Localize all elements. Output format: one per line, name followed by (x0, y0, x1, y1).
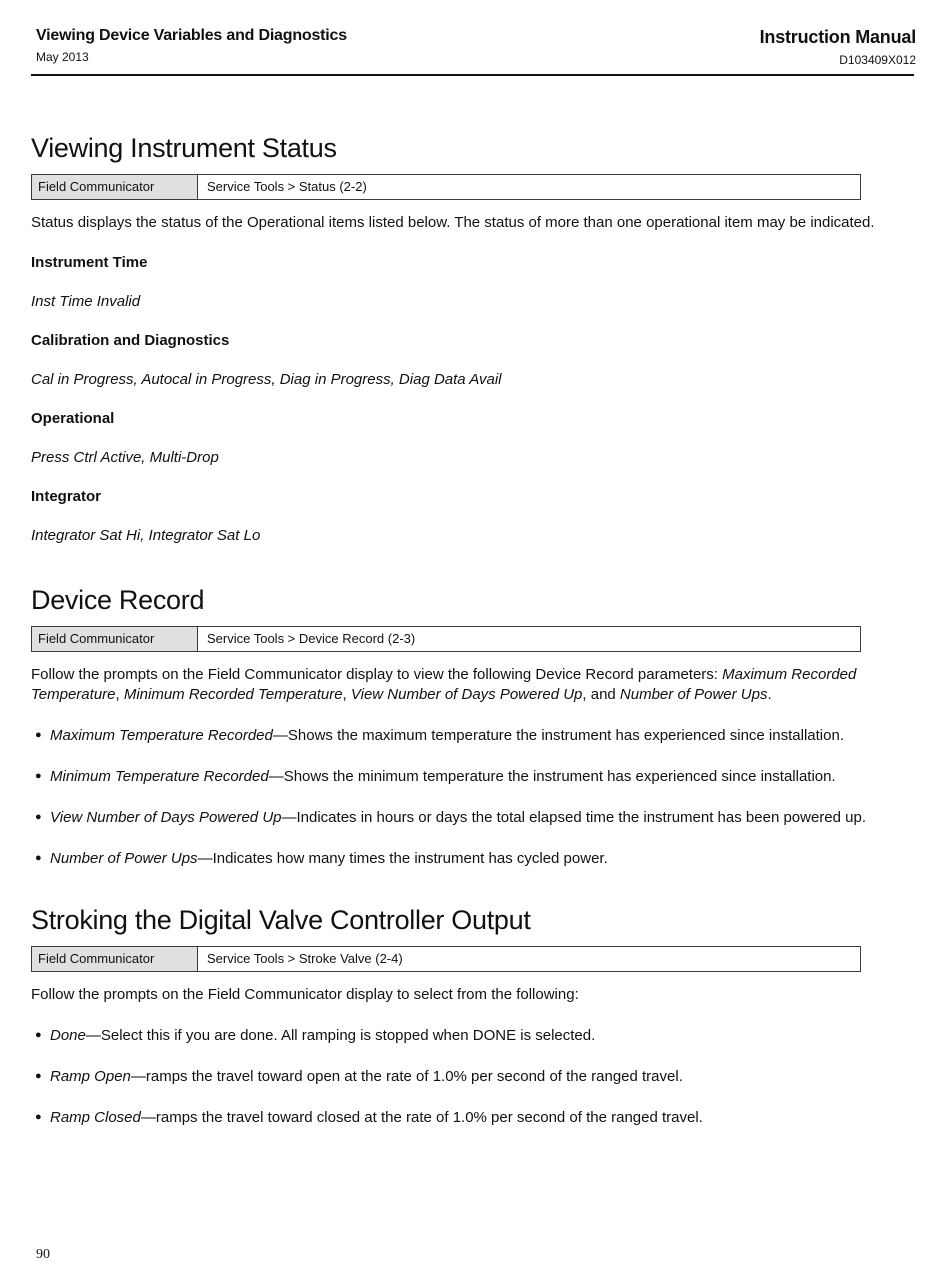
parameter-name: Number of Power Ups (50, 850, 198, 868)
section-heading-viewing-instrument-status: Viewing Instrument Status (31, 133, 337, 163)
field-communicator-box (31, 174, 861, 200)
list-item (31, 1066, 919, 1087)
option-name: Ramp Open (50, 1068, 131, 1086)
menu-path: Service Tools > Device Record (2-3) (207, 631, 416, 647)
subsection-items: Integrator Sat Hi, Integrator Sat Lo (31, 527, 261, 545)
parameter-description: —Indicates in hours or days the total elapsed time the instrument has been powered up. (281, 809, 867, 827)
bullet-icon: ● (35, 770, 42, 783)
intro-text: , and (582, 686, 620, 704)
subsection-items: Press Ctrl Active, Multi-Drop (31, 449, 219, 467)
subsection-title: Integrator (31, 488, 102, 506)
parameter-name: View Number of Days Powered Up (50, 809, 282, 827)
field-communicator-box (31, 946, 861, 972)
bullet-icon: ● (35, 852, 42, 865)
document-number: D103409X012 (839, 53, 916, 67)
parameter-name: Minimum Recorded Temperature (123, 686, 343, 704)
header-left (36, 27, 347, 64)
field-communicator-label: Field Communicator (32, 947, 198, 971)
list-item-text (50, 1107, 919, 1128)
option-name: Done (50, 1027, 86, 1045)
list-item-text (50, 766, 919, 787)
field-communicator-label: Field Communicator (32, 627, 198, 651)
header-right (760, 27, 916, 67)
parameter-name: Maximum Temperature Recorded (50, 727, 273, 745)
list-item-text (50, 1025, 919, 1046)
page-number: 90 (36, 1247, 50, 1262)
bullet-icon: ● (35, 1111, 42, 1124)
bullet-icon: ● (35, 729, 42, 742)
list-item-text (50, 848, 919, 869)
bullet-icon: ● (35, 811, 42, 824)
option-description: —ramps the travel toward open at the rate of 1.0% per second of the ranged travel. (130, 1068, 683, 1086)
parameter-name: Minimum Temperature Recorded (50, 768, 269, 786)
intro-text: Follow the prompts on the Field Communicator display to view the following Device Record parameters: (31, 666, 723, 684)
intro-text: . (767, 686, 772, 704)
option-description: —ramps the travel toward closed at the rate of 1.0% per second of the ranged travel. (140, 1109, 703, 1127)
section-intro: Follow the prompts on the Field Communicator display to select from the following: (31, 986, 579, 1004)
parameter-name: Number of Power Ups (619, 686, 768, 704)
subsection-items: Cal in Progress, Autocal in Progress, Diag in Progress, Diag Data Avail (31, 371, 502, 389)
list-item-text (50, 725, 919, 746)
list-item (31, 1025, 919, 1046)
option-name: Ramp Closed (50, 1109, 141, 1127)
parameter-description: —Shows the minimum temperature the instrument has experienced since installation. (268, 768, 836, 786)
intro-text: , (342, 686, 351, 704)
parameter-description: —Indicates how many times the instrument has cycled power. (197, 850, 608, 868)
section-intro (31, 665, 919, 705)
intro-text: , (115, 686, 124, 704)
option-description: —Select this if you are done. All ramping is stopped when DONE is selected. (85, 1027, 596, 1045)
list-item (31, 725, 919, 746)
subsection-title: Instrument Time (31, 254, 148, 272)
list-item-text (50, 807, 919, 828)
subsection-items: Inst Time Invalid (31, 293, 141, 311)
parameter-name: Maximum Recorded Temperature (31, 666, 857, 704)
parameter-name: View Number of Days Powered Up (350, 686, 583, 704)
list-item (31, 848, 919, 869)
section-heading-stroking-output: Stroking the Digital Valve Controller Output (31, 905, 531, 936)
bullet-icon: ● (35, 1029, 42, 1042)
list-item (31, 766, 919, 787)
menu-path: Service Tools > Stroke Valve (2-4) (207, 951, 403, 967)
list-item (31, 1107, 919, 1128)
menu-path: Service Tools > Status (2-2) (207, 179, 367, 195)
header-divider (31, 74, 914, 76)
parameter-description: —Shows the maximum temperature the instrument has experienced since installation. (272, 727, 844, 745)
subsection-title: Calibration and Diagnostics (31, 332, 230, 350)
bullet-icon: ● (35, 1070, 42, 1083)
list-item-text (50, 1066, 919, 1087)
section-intro: Status displays the status of the Operational items listed below. The status of more than one operational item may be indicated. (31, 214, 875, 232)
chapter-title: Viewing Device Variables and Diagnostics (36, 27, 347, 44)
subsection-title: Operational (31, 410, 115, 428)
section-heading-device-record: Device Record (31, 585, 205, 616)
page-header (31, 27, 919, 67)
field-communicator-label: Field Communicator (32, 175, 198, 199)
field-communicator-box (31, 626, 861, 652)
document-type: Instruction Manual (759, 27, 916, 47)
publish-date: May 2013 (36, 50, 89, 64)
list-item (31, 807, 919, 828)
